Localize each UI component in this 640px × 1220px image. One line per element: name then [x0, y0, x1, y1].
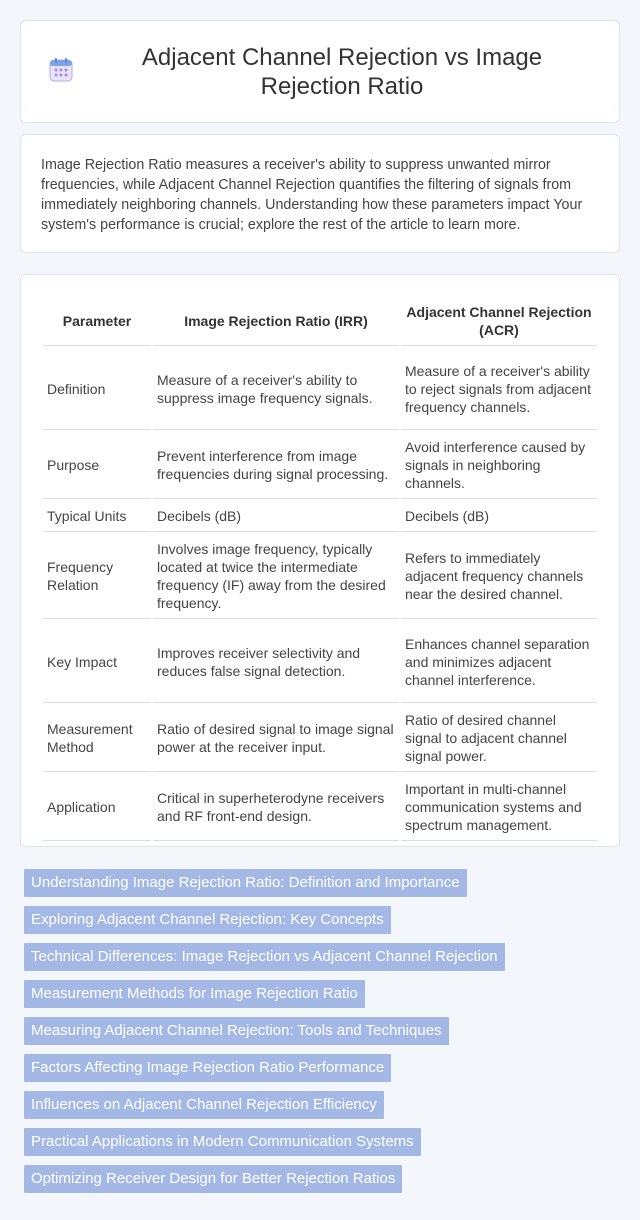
- related-link[interactable]: Measurement Methods for Image Rejection Ratio: [24, 980, 365, 1008]
- related-link[interactable]: Measuring Adjacent Channel Rejection: Tools and Techniques: [24, 1017, 449, 1045]
- related-link[interactable]: Exploring Adjacent Channel Rejection: Key Concepts: [24, 906, 391, 934]
- comparison-table: [41, 295, 599, 843]
- cell-acr: Enhances channel separation and minimizes adjacent channel interference.: [401, 621, 597, 703]
- cell-parameter: Application: [43, 774, 151, 841]
- comparison-table-card: [20, 274, 620, 847]
- cell-acr: Avoid interference caused by signals in neighboring channels.: [401, 432, 597, 499]
- cell-parameter: Frequency Relation: [43, 534, 151, 619]
- table-row: [43, 348, 597, 430]
- related-link[interactable]: Practical Applications in Modern Communication Systems: [24, 1128, 421, 1156]
- cell-acr: Decibels (dB): [401, 501, 597, 532]
- header-irr: Image Rejection Ratio (IRR): [153, 297, 399, 346]
- cell-irr: Critical in superheterodyne receivers and RF front-end design.: [153, 774, 399, 841]
- cell-irr: Measure of a receiver's ability to suppress image frequency signals.: [153, 348, 399, 430]
- cell-acr: Important in multi-channel communication systems and spectrum management.: [401, 774, 597, 841]
- cell-parameter: Typical Units: [43, 501, 151, 532]
- header-parameter: Parameter: [43, 297, 151, 346]
- header-card: [20, 20, 620, 123]
- related-link[interactable]: Technical Differences: Image Rejection vs Adjacent Channel Rejection: [24, 943, 505, 971]
- related-link[interactable]: Optimizing Receiver Design for Better Rejection Ratios: [24, 1165, 402, 1193]
- cell-acr: Ratio of desired channel signal to adjacent channel signal power.: [401, 705, 597, 772]
- cell-irr: Involves image frequency, typically located at twice the intermediate frequency (IF) away from the desired frequency.: [153, 534, 399, 619]
- related-link[interactable]: Influences on Adjacent Channel Rejection Efficiency: [24, 1091, 384, 1119]
- cell-irr: Decibels (dB): [153, 501, 399, 532]
- table-row: [43, 501, 597, 532]
- cell-parameter: Purpose: [43, 432, 151, 499]
- table-row: [43, 774, 597, 841]
- intro-card: [20, 134, 620, 253]
- cell-irr: Ratio of desired signal to image signal power at the receiver input.: [153, 705, 399, 772]
- table-row: [43, 705, 597, 772]
- cell-acr: Measure of a receiver's ability to reject signals from adjacent frequency channels.: [401, 348, 597, 430]
- table-row: [43, 432, 597, 499]
- cell-parameter: Key Impact: [43, 621, 151, 703]
- related-links: [24, 869, 616, 1202]
- page-title: Adjacent Channel Rejection vs Image Rejection Ratio: [141, 43, 543, 100]
- header-acr: Adjacent Channel Rejection (ACR): [401, 297, 597, 346]
- cell-irr: Prevent interference from image frequencies during signal processing.: [153, 432, 399, 499]
- table-row: [43, 534, 597, 619]
- cell-parameter: Definition: [43, 348, 151, 430]
- cell-acr: Refers to immediately adjacent frequency channels near the desired channel.: [401, 534, 597, 619]
- cell-parameter: Measurement Method: [43, 705, 151, 772]
- intro-text: Image Rejection Ratio measures a receiver's ability to suppress unwanted mirror frequencies, while Adjacent Channel Rejection quantifies the filtering of signals from immediately neighboring channels. Understanding how these parameters impact Your system's performance is crucial; explore the rest of the article to learn more.: [41, 157, 583, 233]
- table-row: [43, 621, 597, 703]
- related-link[interactable]: Factors Affecting Image Rejection Ratio Performance: [24, 1054, 391, 1082]
- header-inner: [48, 43, 592, 101]
- cell-irr: Improves receiver selectivity and reduces false signal detection.: [153, 621, 399, 703]
- table-header-row: [43, 297, 597, 346]
- related-link[interactable]: Understanding Image Rejection Ratio: Definition and Importance: [24, 869, 467, 897]
- calendar-icon: [48, 57, 74, 83]
